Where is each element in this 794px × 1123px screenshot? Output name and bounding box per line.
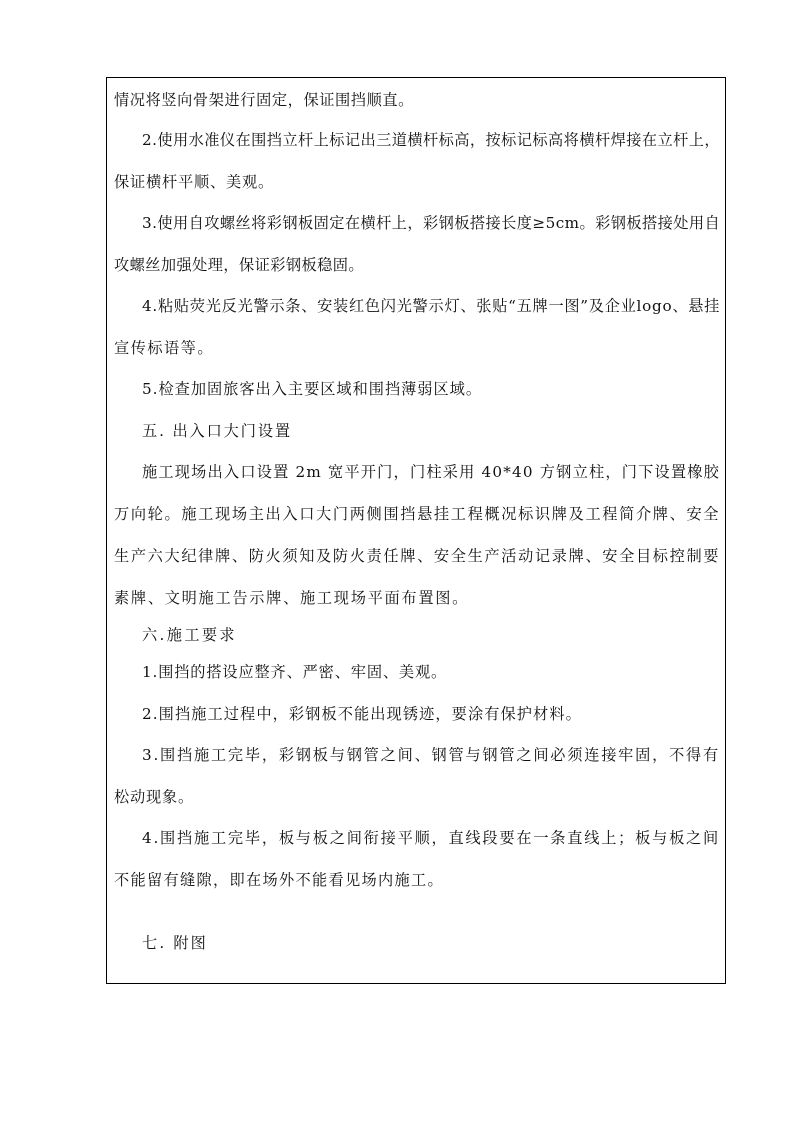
- section-heading: 六.施工要求: [142, 626, 237, 644]
- text-line: 3.使用自攻螺丝将彩钢板固定在横杆上，彩钢板搭接长度≥5cm。彩钢板搭接处用自: [142, 214, 721, 232]
- text-line: 情况将竖向骨架进行固定，保证围挡顺直。: [114, 91, 414, 109]
- text-line: 1.围挡的搭设应整齐、严密、牢固、美观。: [142, 663, 448, 681]
- text-line: 4.粘贴荧光反光警示条、安装红色闪光警示灯、张贴“五牌一图”及企业logo、悬挂: [142, 297, 721, 315]
- text-line: 不能留有缝隙，即在场外不能看见场内施工。: [114, 871, 444, 889]
- text-line: 2.使用水准仪在围挡立杆上标记出三道横杆标高，按标记标高将横杆焊接在立杆上，: [142, 131, 720, 149]
- text-line: 万向轮。施工现场主出入口大门两侧围挡悬挂工程概况标识牌及工程简介牌、安全: [114, 505, 721, 523]
- text-line: 保证横杆平顺、美观。: [114, 173, 274, 191]
- text-line: 松动现象。: [114, 788, 194, 806]
- text-line: 素牌、文明施工告示牌、施工现场平面布置图。: [114, 589, 470, 607]
- text-line: 4.围挡施工完毕，板与板之间衔接平顺，直线段要在一条直线上；板与板之间: [142, 829, 720, 847]
- text-line: 攻螺丝加强处理，保证彩钢板稳固。: [114, 256, 365, 274]
- text-line: 施工现场出入口设置 2m 宽平开门，门柱采用 40*40 方钢立柱，门下设置橡胶: [142, 463, 721, 481]
- text-line: 2.围挡施工过程中，彩钢板不能出现锈迹，要涂有保护材料。: [142, 705, 582, 723]
- document-frame: [106, 77, 726, 984]
- section-heading: 七. 附图: [142, 934, 209, 952]
- text-line: 生产六大纪律牌、防火须知及防火责任牌、安全生产活动记录牌、安全目标控制要: [114, 547, 721, 565]
- text-line: 3.围挡施工完毕，彩钢板与钢管之间、钢管与钢管之间必须连接牢固，不得有: [142, 746, 720, 764]
- section-heading: 五. 出入口大门设置: [142, 422, 292, 440]
- text-line: 5.检查加固旅客出入主要区域和围挡薄弱区域。: [142, 380, 483, 398]
- text-line: 宣传标语等。: [114, 339, 215, 357]
